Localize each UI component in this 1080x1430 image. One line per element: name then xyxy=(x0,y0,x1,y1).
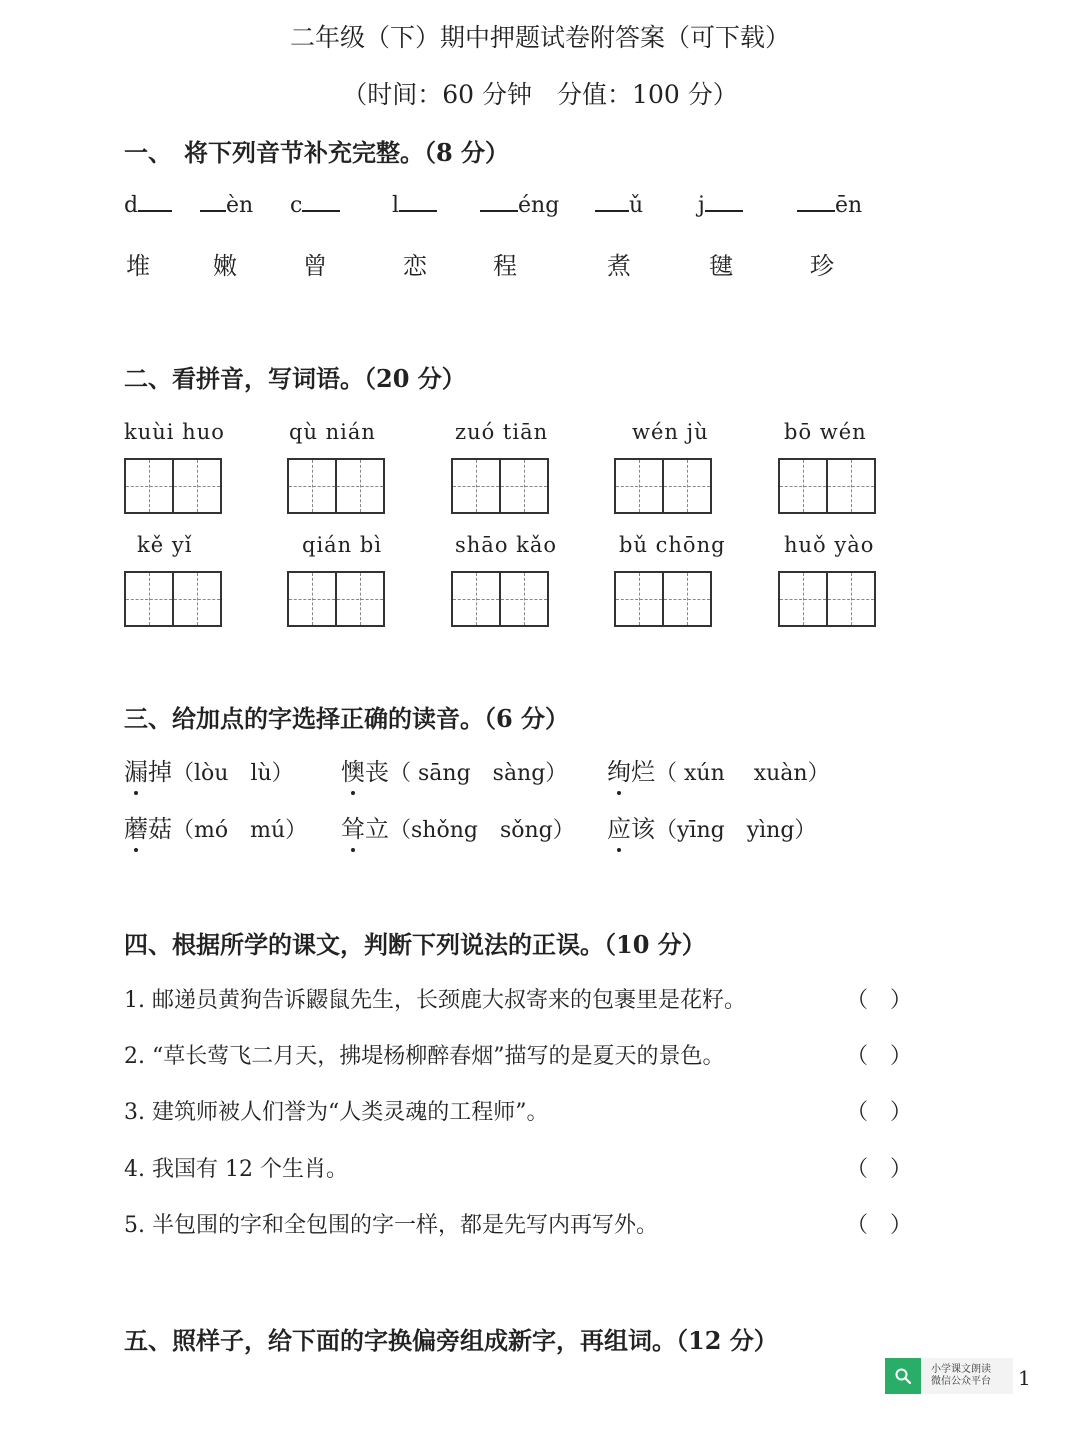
pinyin-row2-1: kě yǐ xyxy=(137,533,193,557)
pinyin-row1-2: qù nián xyxy=(289,420,376,444)
judgement-item-1: 1. 邮递员黄狗告诉鼹鼠先生，长颈鹿大叔寄来的包裹里是花籽。 xyxy=(124,988,746,1013)
section3-heading: 三、给加点的字选择正确的读音。（6 分） xyxy=(124,704,570,733)
char-3: 曾 xyxy=(303,252,327,280)
section1-heading: 一、 将下列音节补充完整。（8 分） xyxy=(124,138,510,167)
syllable-6: ǔ xyxy=(595,192,643,218)
answer-paren-5[interactable]: （ ） xyxy=(846,1213,913,1238)
writing-box[interactable] xyxy=(778,571,876,627)
pinyin-row2-3: shāo kǎo xyxy=(455,533,558,557)
reading-item-4: 蘑菇（mó mú） xyxy=(124,809,307,844)
char-6: 煮 xyxy=(607,252,631,280)
answer-paren-1[interactable]: （ ） xyxy=(846,988,913,1013)
reading-item-1: 漏掉（lòu lù） xyxy=(124,752,294,787)
writing-box[interactable] xyxy=(124,571,222,627)
writing-box[interactable] xyxy=(124,458,222,514)
char-5: 程 xyxy=(493,252,517,280)
judgement-item-4: 4. 我国有 12 个生肖。 xyxy=(124,1157,348,1182)
writing-box[interactable] xyxy=(287,571,385,627)
answer-paren-4[interactable]: （ ） xyxy=(846,1157,913,1182)
page-subtitle: （时间：60 分钟 分值：100 分） xyxy=(342,80,738,109)
judgement-item-3: 3. 建筑师被人们誉为“人类灵魂的工程师”。 xyxy=(124,1100,549,1125)
char-4: 恋 xyxy=(403,252,427,280)
pinyin-row2-2: qián bì xyxy=(302,533,383,557)
section5-heading: 五、照样子，给下面的字换偏旁组成新字，再组词。（12 分） xyxy=(124,1326,778,1355)
writing-box[interactable] xyxy=(614,571,712,627)
answer-paren-3[interactable]: （ ） xyxy=(846,1100,913,1125)
pinyin-row1-3: zuó tiān xyxy=(455,420,549,444)
logo-line2: 微信公众平台 xyxy=(931,1376,991,1387)
syllable-1: d xyxy=(124,192,172,218)
syllable-8: ēn xyxy=(797,192,862,218)
pinyin-row2-5: huǒ yào xyxy=(784,533,875,557)
logo-line1: 小学课文朗读 xyxy=(931,1364,991,1375)
judgement-item-2: 2. “草长莺飞二月天，拂堤杨柳醉春烟”描写的是夏天的景色。 xyxy=(124,1044,725,1069)
writing-box[interactable] xyxy=(451,571,549,627)
syllable-4: l xyxy=(392,192,437,218)
page-title: 二年级（下）期中押题试卷附答案（可下载） xyxy=(289,23,790,52)
pinyin-row1-1: kuùi huo xyxy=(124,420,225,444)
pinyin-row1-5: bō wén xyxy=(784,420,867,444)
judgement-item-5: 5. 半包围的字和全包围的字一样，都是先写内再写外。 xyxy=(124,1213,658,1238)
reading-item-6: 应该（yīng yìng） xyxy=(607,809,816,844)
page-number: 1 xyxy=(1018,1366,1031,1390)
writing-box[interactable] xyxy=(778,458,876,514)
reading-item-5: 耸立（shǒng sǒng） xyxy=(341,809,575,844)
syllable-3: c xyxy=(290,192,340,218)
char-1: 堆 xyxy=(126,252,150,280)
section2-heading: 二、看拼音，写词语。（20 分） xyxy=(124,364,466,393)
reading-item-2: 懊丧（ sāng sàng） xyxy=(341,752,567,787)
syllable-2: èn xyxy=(200,192,253,218)
pinyin-row1-4: wén jù xyxy=(632,420,709,444)
char-8: 珍 xyxy=(810,252,834,280)
writing-box[interactable] xyxy=(614,458,712,514)
answer-paren-2[interactable]: （ ） xyxy=(846,1044,913,1069)
writing-box[interactable] xyxy=(451,458,549,514)
char-7: 毽 xyxy=(709,252,733,280)
search-icon xyxy=(885,1358,921,1394)
writing-box[interactable] xyxy=(287,458,385,514)
char-2: 嫩 xyxy=(213,252,237,280)
reading-item-3: 绚烂（ xún xuàn） xyxy=(607,752,830,787)
wechat-logo xyxy=(885,1358,1013,1394)
section4-heading: 四、根据所学的课文，判断下列说法的正误。（10 分） xyxy=(124,930,706,959)
syllable-5: éng xyxy=(480,192,559,218)
syllable-7: j xyxy=(698,192,743,218)
pinyin-row2-4: bǔ chōng xyxy=(619,533,726,557)
